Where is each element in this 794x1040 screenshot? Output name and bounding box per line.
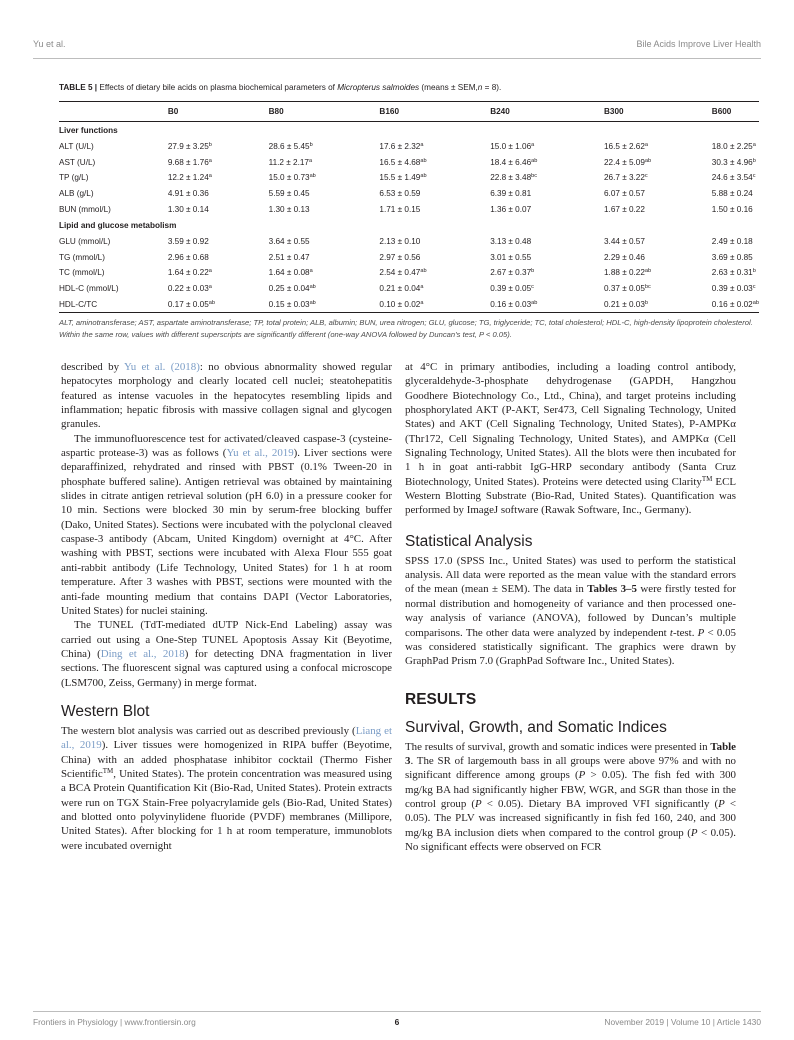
- table-cell: [269, 186, 380, 202]
- header-rule: [33, 58, 761, 59]
- table-cell: [490, 281, 604, 297]
- table-row: [59, 265, 759, 281]
- significance-superscript: ab: [420, 268, 427, 275]
- significance-superscript: a: [420, 299, 424, 306]
- table-header-row: [59, 102, 759, 122]
- significance-superscript: bc: [531, 173, 538, 180]
- header-authors: Yu et al.: [33, 39, 66, 49]
- text-run: The TUNEL (TdT-mediated dUTP Nick-End Labeling) assay was carried out using a One-Step TUNEL Apoptosis Assay Kit (Beyotime, China) (: [61, 619, 392, 660]
- significance-superscript: ab: [531, 299, 538, 306]
- cell-value: 2.13 ± 0.10: [379, 237, 421, 247]
- significance-superscript: a: [208, 157, 212, 164]
- right-column: [405, 360, 736, 854]
- table-cell: [490, 170, 604, 186]
- table-cell: [168, 139, 269, 155]
- cell-value: 1.64 ± 0.22: [167, 268, 209, 278]
- text-run: The western blot analysis was carried out as described previously (: [61, 724, 356, 737]
- table-cell: [604, 265, 712, 281]
- significance-superscript: c: [644, 173, 648, 180]
- paragraph: [405, 360, 736, 518]
- text-run: > 0.05). The fish fed with 300 mg/kg BA had significantly higher FBW, WGR, and SGR than those in the control group (: [405, 769, 736, 810]
- cell-value: 2.29 ± 0.46: [603, 252, 645, 262]
- cell-value: 0.16 ± 0.03: [490, 299, 532, 309]
- table-cell: [490, 186, 604, 202]
- table-section-title: Lipid and glucose metabolism: [59, 220, 177, 230]
- row-label: ALT (U/L): [59, 142, 94, 152]
- significance-superscript: ab: [531, 157, 538, 164]
- row-label: TP (g/L): [59, 173, 89, 183]
- citation-link[interactable]: Yu et al., 2019: [226, 447, 294, 460]
- table-cell: [379, 296, 490, 312]
- caption-n: n: [477, 83, 483, 92]
- row-label: HDL-C/TC: [59, 296, 168, 312]
- table-cell: [604, 139, 712, 155]
- table-cell: [168, 170, 269, 186]
- cell-value: 1.71 ± 0.15: [379, 204, 421, 214]
- cell-value: 0.17 ± 0.05: [167, 299, 209, 309]
- table-caption: [59, 83, 758, 92]
- section-heading-statistical-analysis: Statistical Analysis: [405, 532, 533, 550]
- cell-value: 0.21 ± 0.04: [379, 284, 421, 294]
- text-run: -test.: [672, 626, 698, 639]
- table-cell: [604, 186, 712, 202]
- cell-value: 1.30 ± 0.14: [167, 204, 209, 214]
- cell-value: 4.91 ± 0.36: [167, 189, 209, 199]
- cell-value: 12.2 ± 1.24: [167, 173, 209, 183]
- text-run: < 0.05). No significant effects were observed on FCR: [405, 826, 736, 853]
- table-cell: [604, 250, 712, 266]
- table-row: [59, 170, 759, 186]
- text-run: P: [578, 769, 586, 782]
- cell-value: 9.68 ± 1.76: [167, 157, 209, 167]
- significance-superscript: a: [208, 268, 212, 275]
- text-run: , United States). The protein concentration was measured using a BCA Protein Quantification Kit (Bio-Rad, United States). Protein extracts were run on TGX Stain-Free polyacrylamide gels (Bio-Rad, United States) and blotted onto polyvinylidene fluoride (PVDF) membranes (Millipore, United States). After blocking for 1 h at room temperature, immunoblots were incubated overnight: [61, 767, 392, 852]
- cell-value: 5.88 ± 0.24: [711, 189, 753, 199]
- table-cell: [712, 234, 759, 250]
- row-label: ALB (g/L): [59, 189, 94, 199]
- row-label: TC (mmol/L): [59, 268, 105, 278]
- cell-value: 18.0 ± 2.25: [711, 142, 753, 152]
- table-cell: [379, 265, 490, 281]
- cell-value: 3.69 ± 0.85: [711, 252, 753, 262]
- table-cell: [490, 265, 604, 281]
- trademark: TM: [102, 766, 114, 775]
- row-label: BUN (mmol/L): [59, 204, 111, 214]
- table-cell: [269, 281, 380, 297]
- table-cell: [168, 155, 269, 171]
- table-cell: [168, 201, 269, 217]
- page-number: 6: [394, 1017, 400, 1027]
- table-row: [59, 296, 759, 312]
- citation-link[interactable]: Ding et al., 2018: [100, 647, 185, 660]
- table-cell: [712, 186, 759, 202]
- cell-value: 0.15 ± 0.03: [268, 299, 310, 309]
- table-label: TABLE 5 |: [59, 83, 98, 92]
- text-run: t: [669, 626, 673, 639]
- significance-superscript: a: [752, 142, 756, 149]
- significance-superscript: b: [752, 157, 756, 164]
- table-section-title: Liver functions: [59, 126, 118, 135]
- cell-value: 0.22 ± 0.03: [167, 284, 209, 294]
- significance-superscript: a: [208, 173, 212, 180]
- table-cell: [269, 296, 380, 312]
- text-run: P: [697, 626, 705, 639]
- text-run: < 0.05). The PLV was increased significantly in fish fed 160, 240, and 300 mg/kg BA inclusion diets when compared to the control group (: [405, 797, 736, 839]
- cell-value: 1.64 ± 0.08: [268, 268, 310, 278]
- significance-superscript: ab: [644, 268, 652, 275]
- cell-value: 28.6 ± 5.45: [268, 142, 310, 152]
- table-row: [59, 250, 759, 266]
- significance-superscript: c: [531, 284, 534, 291]
- cell-value: 27.9 ± 3.25: [167, 142, 209, 152]
- paragraph: [405, 740, 736, 855]
- table-section-row: [59, 217, 759, 234]
- table-cell: [379, 139, 490, 155]
- table-footnote: ALT, aminotransferase; AST, aspartate aminotransferase; TP, total protein; ALB, albumin; BUN, urea nitrogen; GLU, glucose; TG, triglyceride; TC, total cholesterol; HDL-C, high-density lipoprotein cholesterol. Within the same row, values with different superscripts are significantly different (one-way ANOVA followed by Duncan’s test, P < 0.05).: [59, 318, 753, 339]
- table-cell: [379, 250, 490, 266]
- column-header: B300: [604, 102, 712, 122]
- table-body: [59, 122, 759, 313]
- row-label: HDL-C (mmol/L): [59, 284, 119, 294]
- column-header: B240: [490, 102, 604, 122]
- table-reference[interactable]: Table 3: [405, 740, 736, 767]
- cell-value: 0.10 ± 0.02: [379, 299, 421, 309]
- cell-value: 18.4 ± 6.46: [490, 157, 532, 167]
- table-cell: [604, 296, 712, 312]
- page-footer: [33, 1017, 761, 1031]
- significance-superscript: ab: [420, 157, 427, 164]
- table-cell: [712, 265, 759, 281]
- significance-superscript: b: [309, 142, 313, 149]
- cell-value: 5.59 ± 0.45: [268, 189, 310, 199]
- paragraph: [405, 554, 736, 669]
- cell-value: 16.5 ± 4.68: [379, 157, 421, 167]
- table-row: [59, 186, 759, 202]
- significance-superscript: ab: [752, 299, 759, 306]
- footer-journal[interactable]: Frontiers in Physiology | www.frontiersin.org: [33, 1017, 196, 1027]
- text-run: The immunofluorescence test for activated/cleaved caspase-3 (cysteine-aspartic protease-3) was as follows (: [61, 432, 392, 460]
- text-run: < 0.05). Dietary BA improved VFI significantly (: [481, 797, 719, 810]
- cell-value: 26.7 ± 3.22: [603, 173, 645, 183]
- text-run: ) for detecting DNA fragmentation in liver sections. The fluorescent signal was captured using a confocal microscope (LSM700, Zeiss, Germany) in merge format.: [61, 647, 392, 689]
- text-run: SPSS 17.0 (SPSS Inc., United States) was used to perform the statistical analysis. All data were reported as the mean value with the standard errors of the mean (mean ± SEM). The data in: [405, 554, 736, 596]
- text-run: < 0.05 was considered statistically significant. The graphics were drawn by GraphPad Prism 7.0 (GraphPad Software Inc., United States).: [405, 626, 736, 668]
- text-run: P: [718, 797, 725, 810]
- cell-value: 16.5 ± 2.62: [603, 142, 645, 152]
- paragraph: [61, 724, 392, 853]
- table-cell: [168, 250, 269, 266]
- cell-value: 0.25 ± 0.04: [268, 284, 310, 294]
- cell-value: 2.97 ± 0.56: [379, 252, 421, 262]
- text-run: : no obvious abnormality showed regular hepatocytes morphology and clearly located cell nuclei; steatohepatitis featured as intense vacuoles in the hepatocytes resembling lipids and inflammation; hepatic fibrosis with massive collagen signal and glycogen granules.: [61, 361, 392, 431]
- text-run: ECL Western Blotting Substrate (Bio-Rad, United States). Quantification was performed by ImageJ software (Rawak Software, Inc., Germany).: [405, 475, 736, 517]
- significance-superscript: a: [531, 142, 535, 149]
- trademark: TM: [701, 474, 713, 483]
- table-cell: [490, 155, 604, 171]
- table-cell: [712, 296, 759, 312]
- table-cell: [604, 281, 712, 297]
- significance-superscript: c: [752, 173, 756, 180]
- cell-value: 22.4 ± 5.09: [603, 157, 645, 167]
- table-cell: [168, 186, 269, 202]
- cell-value: 17.6 ± 2.32: [379, 142, 421, 152]
- table-cell: [490, 234, 604, 250]
- footer-issue: November 2019 | Volume 10 | Article 1430: [604, 1017, 761, 1027]
- row-label: GLU (mmol/L): [59, 237, 111, 247]
- table-cell: [604, 170, 712, 186]
- table-cell: [490, 250, 604, 266]
- table-cell: [269, 234, 380, 250]
- significance-superscript: a: [308, 157, 313, 164]
- cell-value: 22.8 ± 3.48: [490, 173, 532, 183]
- table-section-row: [59, 122, 759, 140]
- cell-value: 2.51 ± 0.47: [268, 252, 310, 262]
- table-cell: [490, 139, 604, 155]
- caption-text: Effects of dietary bile acids on plasma biochemical parameters of: [99, 83, 335, 92]
- text-run: at 4°C in primary antibodies, including a loading control antibody, glyceraldehyde-3-phosphate dehydrogenase (GAPDH, Hangzhou Goodhere Biotechnology Co., Ltd., China), and target proteins including phosphorylated AKT (P-AKT, Ser473, Cell Signaling Technology, United States) and AKT (Cell Signaling Technology, United States), P-AMPKα (Thr172, Cell Signaling Technology, United States), and AMPKα (Cell Signaling Technology, United States). All the blots were then incubated for 1 h in goat anti-rabbit IgG-HRP secondary antibody (Santa Cruz Biotechnology, United States). Proteins were detected using Clarity: [405, 361, 736, 488]
- text-run: ). Liver sections were deparaffinized, rehydrated and rinsed with PBST (0.1% Tween-20 in phosphate buffered saline). Antigen retrieval was obtained by maintaining slides in citrate antigen retrieval solution (pH 6.0) in a pressure cooker for 10 min. Sections were blocked 30 min by serum-free blocking buffer (Dako, United States). Sections were incubated with the polyclonal cleaved caspase-3 antibody (Abcam, United Kingdom) overnight at 4°C. After washing with PBST, sections were incubated with Alexa Flour 555 goat anti-rabbit antibody (Life Technology, United States) for 1 h at room temperature. After 3 washes with PBST, sections were mounted with the anti-fade mounting medium that contains DAPI (Vector Laboratories, United States) for nuclei staining.: [61, 447, 392, 617]
- table-cell: [269, 170, 380, 186]
- table-cell: [712, 250, 759, 266]
- significance-superscript: ab: [208, 299, 215, 306]
- cell-value: 15.5 ± 1.49: [379, 173, 421, 183]
- table-cell: [269, 201, 380, 217]
- column-header: B0: [168, 102, 269, 122]
- running-header: [33, 39, 761, 53]
- table-cell: [168, 265, 269, 281]
- table-cell: [168, 234, 269, 250]
- significance-superscript: a: [208, 284, 212, 291]
- significance-superscript: ab: [309, 284, 316, 291]
- column-header: [59, 102, 168, 122]
- caption-species: Micropterus salmoides: [337, 83, 420, 92]
- table-cell: [604, 201, 712, 217]
- section-heading-western-blot: Western Blot: [61, 702, 150, 720]
- text-run: P: [475, 797, 482, 810]
- table-row: [59, 201, 759, 217]
- cell-value: 0.37 ± 0.05: [603, 284, 645, 294]
- cell-value: 3.44 ± 0.57: [603, 237, 645, 247]
- table-cell: [712, 139, 759, 155]
- table-cell: [379, 186, 490, 202]
- table-cell: [269, 139, 380, 155]
- table-reference[interactable]: Tables 3–5: [587, 583, 637, 596]
- cell-value: 6.53 ± 0.59: [379, 189, 421, 199]
- table-cell: [712, 281, 759, 297]
- table-cell: [604, 155, 712, 171]
- cell-value: 11.2 ± 2.17: [268, 157, 309, 167]
- significance-superscript: b: [531, 268, 535, 275]
- significance-superscript: a: [420, 284, 424, 291]
- significance-superscript: a: [644, 142, 649, 149]
- significance-superscript: ab: [309, 173, 316, 180]
- significance-superscript: a: [309, 268, 313, 275]
- table-cell: [269, 155, 380, 171]
- cell-value: 3.64 ± 0.55: [268, 237, 310, 247]
- caption-end: = 8).: [484, 83, 502, 92]
- cell-value: 2.63 ± 0.31: [711, 268, 753, 278]
- cell-value: 15.0 ± 1.06: [490, 142, 532, 152]
- table-cell: [490, 201, 604, 217]
- caption-stats: (means ± SEM,: [421, 83, 478, 92]
- text-run: were firstly tested for normal distribution and homogeneity of variance and then processed one-way analysis of variance (ANOVA), followed by Duncan’s multiple comparisons. The other data were analyzed by independent: [405, 583, 736, 639]
- table-cell: [712, 201, 759, 217]
- row-label: AST (U/L): [59, 157, 96, 167]
- table-cell: [712, 170, 759, 186]
- significance-superscript: bc: [644, 284, 651, 291]
- column-header: B160: [379, 102, 490, 122]
- significance-superscript: c: [752, 284, 756, 291]
- significance-superscript: b: [208, 142, 212, 149]
- cell-value: 1.30 ± 0.13: [268, 204, 310, 214]
- table-cell: [168, 296, 269, 312]
- significance-superscript: ab: [420, 173, 427, 180]
- significance-superscript: b: [644, 299, 649, 306]
- section-heading-survival: Survival, Growth, and Somatic Indices: [405, 718, 667, 736]
- table-cell: [379, 170, 490, 186]
- row-label: TG (mmol/L): [59, 252, 105, 262]
- text-run: The results of survival, growth and somatic indices were presented in: [405, 740, 711, 753]
- table-row: [59, 155, 759, 171]
- table-cell: [379, 155, 490, 171]
- data-table: [59, 101, 759, 313]
- text-run: . The SR of largemouth bass in all groups were above 97% and with no significant difference among groups (: [405, 754, 736, 782]
- table-row: [59, 139, 759, 155]
- cell-value: 0.39 ± 0.05: [490, 284, 532, 294]
- citation-link[interactable]: Yu et al. (2018): [124, 361, 200, 373]
- cell-value: 2.49 ± 0.18: [711, 237, 753, 247]
- citation-link[interactable]: Liang et al., 2019: [61, 724, 392, 752]
- header-short-title: Bile Acids Improve Liver Health: [636, 39, 761, 49]
- cell-value: 15.0 ± 0.73: [268, 173, 310, 183]
- cell-value: 1.88 ± 0.22: [603, 268, 645, 278]
- column-header: B600: [712, 102, 759, 122]
- cell-value: 1.50 ± 0.16: [711, 204, 753, 214]
- paragraph: [61, 618, 392, 690]
- significance-superscript: ab: [309, 299, 316, 306]
- significance-superscript: b: [752, 268, 756, 275]
- cell-value: 0.16 ± 0.02: [711, 299, 753, 309]
- cell-value: 6.39 ± 0.81: [490, 189, 532, 199]
- text-run: described by: [61, 361, 120, 373]
- cell-value: 6.07 ± 0.57: [603, 189, 645, 199]
- cell-value: 30.3 ± 4.96: [711, 157, 753, 167]
- paragraph: [61, 360, 392, 432]
- cell-value: 2.54 ± 0.47: [379, 268, 421, 278]
- section-heading-results: RESULTS: [405, 690, 477, 708]
- cell-value: 2.96 ± 0.68: [167, 252, 209, 262]
- table-cell: [379, 281, 490, 297]
- table-cell: [269, 265, 380, 281]
- table-cell: [604, 234, 712, 250]
- cell-value: 1.36 ± 0.07: [490, 204, 532, 214]
- cell-value: 24.6 ± 3.54: [711, 173, 753, 183]
- table-row: [59, 234, 759, 250]
- table-cell: [490, 296, 604, 312]
- cell-value: 3.59 ± 0.92: [167, 237, 209, 247]
- paragraph: [61, 432, 392, 618]
- table-cell: [379, 201, 490, 217]
- text-run: ). Liver tissues were homogenized in RIPA buffer (Beyotime, China) with an added phosphatase inhibitor cocktail (Thermo Fisher Scientific: [61, 739, 393, 780]
- cell-value: 3.13 ± 0.48: [490, 237, 532, 247]
- table-cell: [712, 155, 759, 171]
- cell-value: 0.21 ± 0.03: [603, 299, 645, 309]
- footer-rule: [33, 1011, 761, 1012]
- column-header: B80: [269, 102, 380, 122]
- table-cell: [168, 281, 269, 297]
- table-cell: [269, 250, 380, 266]
- significance-superscript: a: [420, 142, 424, 149]
- cell-value: 0.39 ± 0.03: [711, 284, 753, 294]
- table-row: [59, 281, 759, 297]
- cell-value: 2.67 ± 0.37: [490, 268, 532, 278]
- cell-value: 1.67 ± 0.22: [603, 204, 645, 214]
- cell-value: 3.01 ± 0.55: [490, 252, 532, 262]
- significance-superscript: ab: [644, 157, 652, 164]
- table-cell: [379, 234, 490, 250]
- left-column: [61, 360, 392, 853]
- text-run: P: [690, 826, 698, 839]
